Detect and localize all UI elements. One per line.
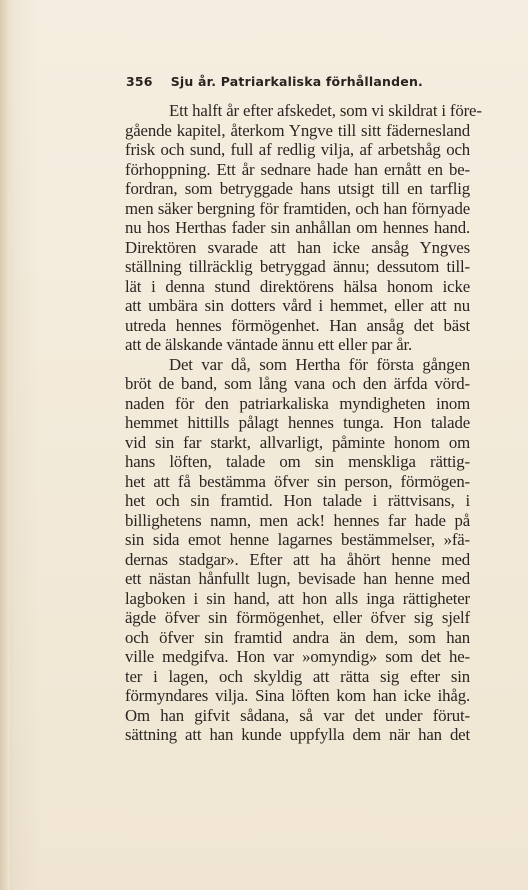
text-line: förmyndares vilja. Sina löften kom han icke ihåg. bbox=[125, 686, 470, 705]
text-line: ställning tillräcklig betryggad ännu; dessutom till- bbox=[125, 257, 470, 276]
text-line: nu hos Herthas fader sin anhållan om hennes hand. bbox=[125, 218, 470, 237]
text-line: att de älskande väntade ännu ett eller par år. bbox=[125, 335, 413, 354]
text-line: men säker bergning för framtiden, och han förnyade bbox=[125, 198, 470, 218]
text-line: frisk och sund, full af redlig vilja, af arbetshåg och bbox=[125, 140, 470, 159]
text-line: naden för den patriarkaliska myndigheten inom bbox=[125, 393, 470, 413]
text-line: sin sida emot henne lagarnes bestämmelser, »fä- bbox=[125, 530, 470, 549]
body-text bbox=[125, 101, 482, 745]
text-line: ägde öfver sin förmögenhet, eller öfver sig sjelf bbox=[125, 608, 470, 627]
text-line: förhoppning. Ett år sednare hade han ernått en be- bbox=[125, 159, 470, 179]
text-line: Om han gifvit sådana, så var det under förut- bbox=[125, 705, 470, 725]
running-header bbox=[126, 74, 466, 89]
page-gutter-shadow bbox=[0, 0, 10, 890]
text-line: vid sin far starkt, allvarligt, påminte honom om bbox=[125, 432, 470, 452]
page-number: 356 bbox=[126, 74, 153, 89]
text-line: gående kapitel, återkom Yngve till sitt fädernesland bbox=[125, 120, 470, 140]
text-line: het och sin framtid. Hon talade i rättvisans, i bbox=[125, 491, 470, 510]
text-line: ville medgifva. Hon var »omyndig» som det he- bbox=[125, 647, 470, 666]
text-line: ter i lagen, och skyldig att rätta sig efter sin bbox=[125, 666, 470, 686]
text-line: billighetens namn, men ack! hennes far hade på bbox=[125, 510, 470, 530]
text-line: utreda hennes förmögenhet. Han ansåg det bäst bbox=[125, 315, 470, 335]
text-line: hemmet hittills pålagt hennes tunga. Hon talade bbox=[125, 413, 470, 432]
text-line: lät i denna stund direktörens hälsa honom icke bbox=[125, 276, 470, 296]
text-line: lagboken i sin hand, att hon alls inga rättigheter bbox=[125, 588, 470, 608]
running-title: Sju år. Patriarkaliska förhållanden. bbox=[170, 74, 424, 89]
text-line: och öfver sin framtid andra än dem, som han bbox=[125, 627, 470, 647]
text-line: Direktören svarade att han icke ansåg Yngves bbox=[125, 237, 470, 257]
text-line: dernas stadgar». Efter att ha åhört henne med bbox=[125, 549, 470, 569]
text-line: att umbära sin dotters vård i hemmet, eller att nu bbox=[125, 296, 470, 315]
text-line: ett nästan hånfullt lugn, bevisade han henne med bbox=[125, 569, 470, 588]
text-line: Ett halft år efter afskedet, som vi skildrat i före- bbox=[169, 101, 482, 120]
text-line: het att få bestämma öfver sin person, förmögen- bbox=[125, 471, 470, 491]
text-line: Det var då, som Hertha för första gången bbox=[169, 354, 470, 374]
text-line: bröt de band, som lång vana och den ärfda vörd- bbox=[125, 374, 470, 393]
text-line: fordran, som betryggade hans utsigt till en tarflig bbox=[125, 179, 470, 198]
text-line: hans löften, talade om sin menskliga rättig- bbox=[125, 452, 470, 471]
text-line: sättning att han kunde uppfylla dem när han det bbox=[125, 725, 470, 744]
